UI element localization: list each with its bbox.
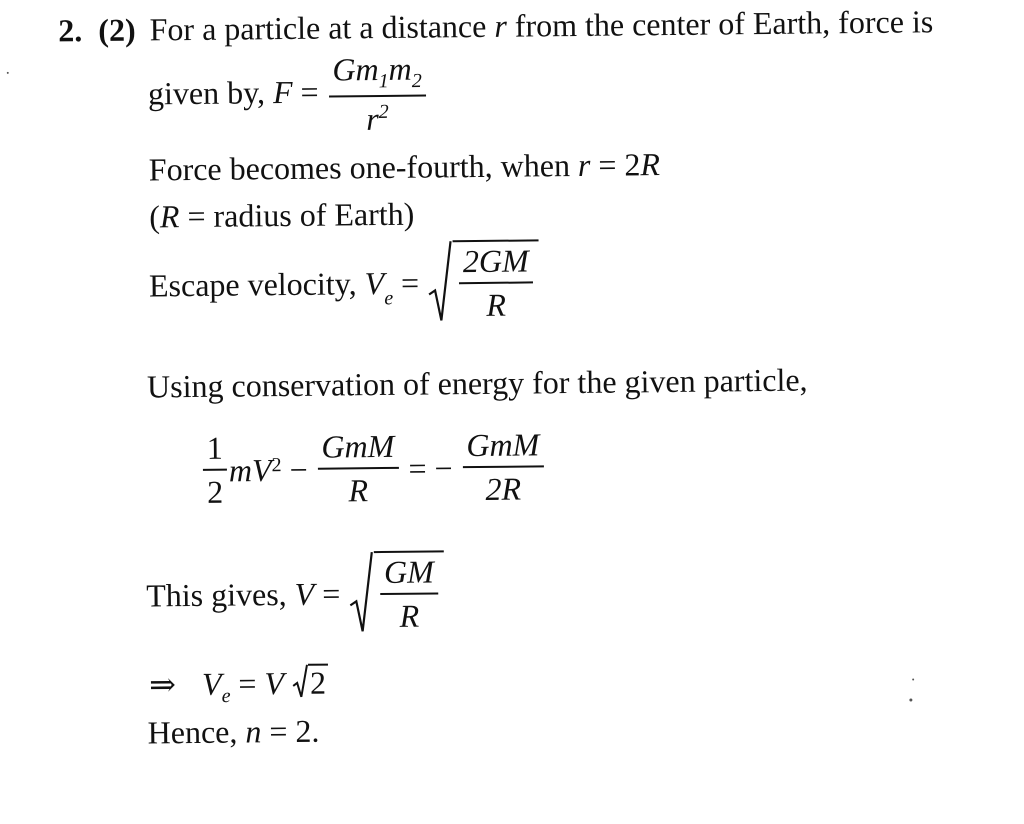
force-numerator: $Gm_1m_2$ xyxy=(332,50,422,93)
potential-denominator: R xyxy=(348,472,369,509)
potential-fraction-bar xyxy=(318,467,399,470)
half-fraction-bar xyxy=(203,469,227,471)
radical-sign-icon xyxy=(292,664,308,698)
gives-prefix: This gives, xyxy=(146,575,295,614)
potential-fraction xyxy=(317,429,399,509)
escape-V-var: V xyxy=(364,264,385,302)
kinetic-term-sup: 2 xyxy=(271,454,282,477)
implies-V-sub: e xyxy=(221,685,231,708)
force-F-var: F xyxy=(272,73,293,111)
force-prefix: given by, xyxy=(147,74,274,112)
radius-R-var: R xyxy=(159,198,180,235)
potential-numerator: GmM xyxy=(321,427,395,465)
implies-sqrt xyxy=(292,664,328,699)
rhs-fraction xyxy=(462,427,544,507)
implies-sqrt-body: 2 xyxy=(308,664,328,699)
scan-speck xyxy=(7,72,9,74)
escape-fraction-bar xyxy=(459,282,533,285)
hence-n-var: n xyxy=(245,713,262,750)
half-fraction xyxy=(203,431,228,511)
conservation-text: Using conservation of energy for the given particle, xyxy=(146,361,808,405)
implies-arrow-icon: ⇒ xyxy=(148,666,177,703)
problem-intro-rest: from the center of Earth, force is xyxy=(506,3,934,44)
gives-fraction xyxy=(380,554,439,634)
escape-sqrt-body xyxy=(453,239,540,324)
radius-line xyxy=(149,195,415,235)
problem-number: 2. xyxy=(58,12,83,49)
one-fourth-line xyxy=(148,146,661,188)
force-denominator: $r^2$ xyxy=(366,101,389,138)
hence-text: Hence, xyxy=(147,713,246,751)
gives-denominator: R xyxy=(399,597,420,635)
escape-velocity-line xyxy=(149,239,540,327)
gives-numerator: GM xyxy=(383,553,434,591)
this-gives-line xyxy=(146,550,445,637)
energy-equation-line xyxy=(201,427,546,510)
one-fourth-R-var: R xyxy=(640,146,661,183)
hence-line xyxy=(147,712,320,751)
escape-denominator: R xyxy=(486,286,507,324)
implies-line xyxy=(149,664,328,707)
escape-equals: = xyxy=(392,264,420,301)
problem-intro-text: For a particle at a distance xyxy=(149,7,495,48)
one-fourth-text: Force becomes one-fourth, when xyxy=(148,146,579,188)
implies-V2-var: V xyxy=(264,665,285,702)
escape-V-sub: e xyxy=(384,287,394,310)
escape-numerator: 2GM xyxy=(462,242,529,280)
one-fourth-eq: = 2 xyxy=(590,146,641,183)
force-fraction-bar xyxy=(329,95,426,98)
radical-sign-icon xyxy=(427,240,454,324)
kinetic-term: mV xyxy=(228,451,272,489)
half-numerator: 1 xyxy=(206,429,223,466)
gives-fraction-bar xyxy=(380,593,438,596)
hence-eq: = 2. xyxy=(261,712,320,750)
problem-intro-line xyxy=(58,3,934,49)
rhs-denominator: 2R xyxy=(485,470,522,508)
rhs-numerator: GmM xyxy=(466,426,540,464)
gives-sqrt-body xyxy=(374,550,445,635)
force-fraction xyxy=(328,52,426,138)
implies-V-var: V xyxy=(201,665,222,702)
radical-sign-icon xyxy=(348,551,375,635)
energy-minus: − xyxy=(281,451,308,488)
gives-sqrt xyxy=(348,550,445,635)
escape-fraction xyxy=(459,243,534,323)
scan-speck xyxy=(909,698,912,701)
escape-prefix: Escape velocity, xyxy=(148,265,365,304)
force-equals: = xyxy=(292,73,319,110)
energy-equals: = − xyxy=(400,449,453,487)
radius-open-paren: ( xyxy=(149,198,161,235)
rhs-fraction-bar xyxy=(463,466,544,469)
implies-eq: = xyxy=(230,665,265,702)
scan-speck xyxy=(912,678,914,680)
force-formula-line xyxy=(148,52,429,140)
problem-answer: (2) xyxy=(98,11,136,48)
radius-text: = radius of Earth) xyxy=(179,195,415,235)
conservation-line xyxy=(146,361,808,405)
problem-r-var: r xyxy=(494,7,507,44)
gives-V-var: V xyxy=(294,575,315,612)
half-denominator: 2 xyxy=(206,473,224,511)
gives-equals: = xyxy=(314,575,341,612)
escape-sqrt xyxy=(427,239,540,324)
one-fourth-r-var: r xyxy=(577,146,591,183)
